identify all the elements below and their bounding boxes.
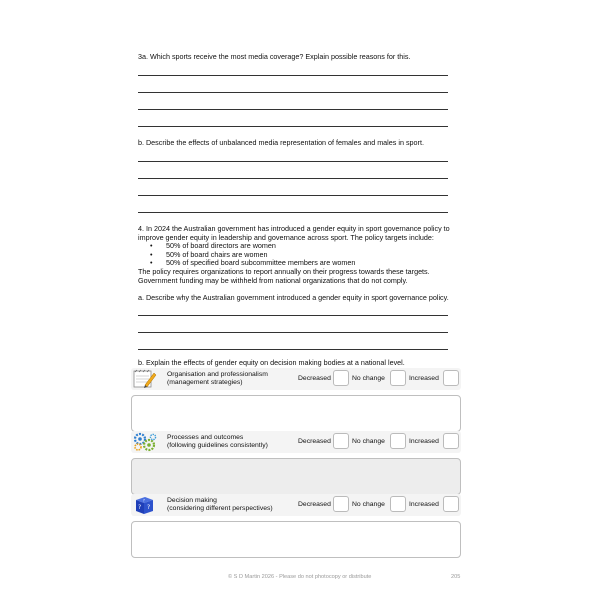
increased-label: Increased	[409, 375, 439, 382]
increased-label: Increased	[409, 501, 439, 508]
no-change-checkbox[interactable]	[390, 496, 406, 512]
rating-group-decision-making	[131, 494, 461, 558]
answer-line[interactable]	[138, 349, 448, 350]
question-4a: a. Describe why the Australian government introduced a gender equity in sport governance policy.	[138, 293, 449, 302]
question-4-block	[138, 225, 468, 285]
no-change-label: No change	[352, 438, 385, 445]
question-4-intro: 4. In 2024 the Australian government has introduced a gender equity in sport governance policy to improve gender equity in leadership and governance across sport. The policy targets include:	[138, 224, 450, 242]
rating-header	[131, 494, 461, 516]
answer-box[interactable]	[131, 458, 461, 495]
answer-line[interactable]	[138, 92, 448, 93]
decreased-checkbox[interactable]	[333, 370, 349, 386]
decreased-checkbox[interactable]	[333, 433, 349, 449]
answer-line[interactable]	[138, 109, 448, 110]
question-3a: 3a. Which sports receive the most media coverage? Explain possible reasons for this.	[138, 52, 411, 61]
rating-title: Processes and outcomes (following guidelines consistently)	[167, 434, 268, 449]
rating-group-processes	[131, 431, 461, 495]
decreased-label: Decreased	[298, 438, 331, 445]
increased-checkbox[interactable]	[443, 370, 459, 386]
dice-cube-icon	[132, 495, 158, 515]
no-change-label: No change	[352, 375, 385, 382]
rating-header	[131, 431, 461, 453]
answer-line[interactable]	[138, 332, 448, 333]
no-change-label: No change	[352, 501, 385, 508]
decreased-label: Decreased	[298, 375, 331, 382]
question-3b: b. Describe the effects of unbalanced media representation of females and males in sport.	[138, 138, 424, 147]
svg-text:?: ?	[138, 504, 142, 511]
notepad-pencil-icon	[132, 369, 158, 389]
policy-paragraph: Government funding may be withheld from national organizations that do not comply.	[138, 275, 408, 285]
decreased-label: Decreased	[298, 501, 331, 508]
policy-targets-list	[138, 242, 468, 268]
rating-group-organisation	[131, 368, 461, 432]
rating-title: Decision making (considering different perspectives)	[167, 497, 273, 512]
answer-line[interactable]	[138, 315, 448, 316]
list-item: • 50% of board directors are women	[150, 242, 468, 251]
answer-line[interactable]	[138, 212, 448, 213]
gears-icon	[132, 432, 158, 452]
answer-line[interactable]	[138, 75, 448, 76]
list-item: • 50% of board chairs are women	[150, 251, 468, 260]
svg-text:?: ?	[143, 498, 145, 503]
svg-text:?: ?	[147, 504, 151, 511]
answer-box[interactable]	[131, 395, 461, 432]
increased-checkbox[interactable]	[443, 433, 459, 449]
footer-copyright: © S D Martin 2026 - Please do not photocopy or distribute	[228, 574, 372, 580]
list-item: • 50% of specified board subcommittee members are women	[150, 259, 468, 268]
answer-line[interactable]	[138, 178, 448, 179]
increased-label: Increased	[409, 438, 439, 445]
page-number: 205	[451, 574, 461, 580]
no-change-checkbox[interactable]	[390, 433, 406, 449]
rating-title: Organisation and professionalism (management strategies)	[167, 371, 268, 386]
answer-line[interactable]	[138, 126, 448, 127]
answer-line[interactable]	[138, 195, 448, 196]
decreased-checkbox[interactable]	[333, 496, 349, 512]
no-change-checkbox[interactable]	[390, 370, 406, 386]
increased-checkbox[interactable]	[443, 496, 459, 512]
rating-header	[131, 368, 461, 390]
answer-box[interactable]	[131, 521, 461, 558]
answer-line[interactable]	[138, 161, 448, 162]
policy-paragraph: The policy requires organizations to report annually on their progress towards these targets.	[138, 266, 430, 276]
question-4b: b. Explain the effects of gender equity on decision making bodies at a national level.	[138, 358, 405, 367]
